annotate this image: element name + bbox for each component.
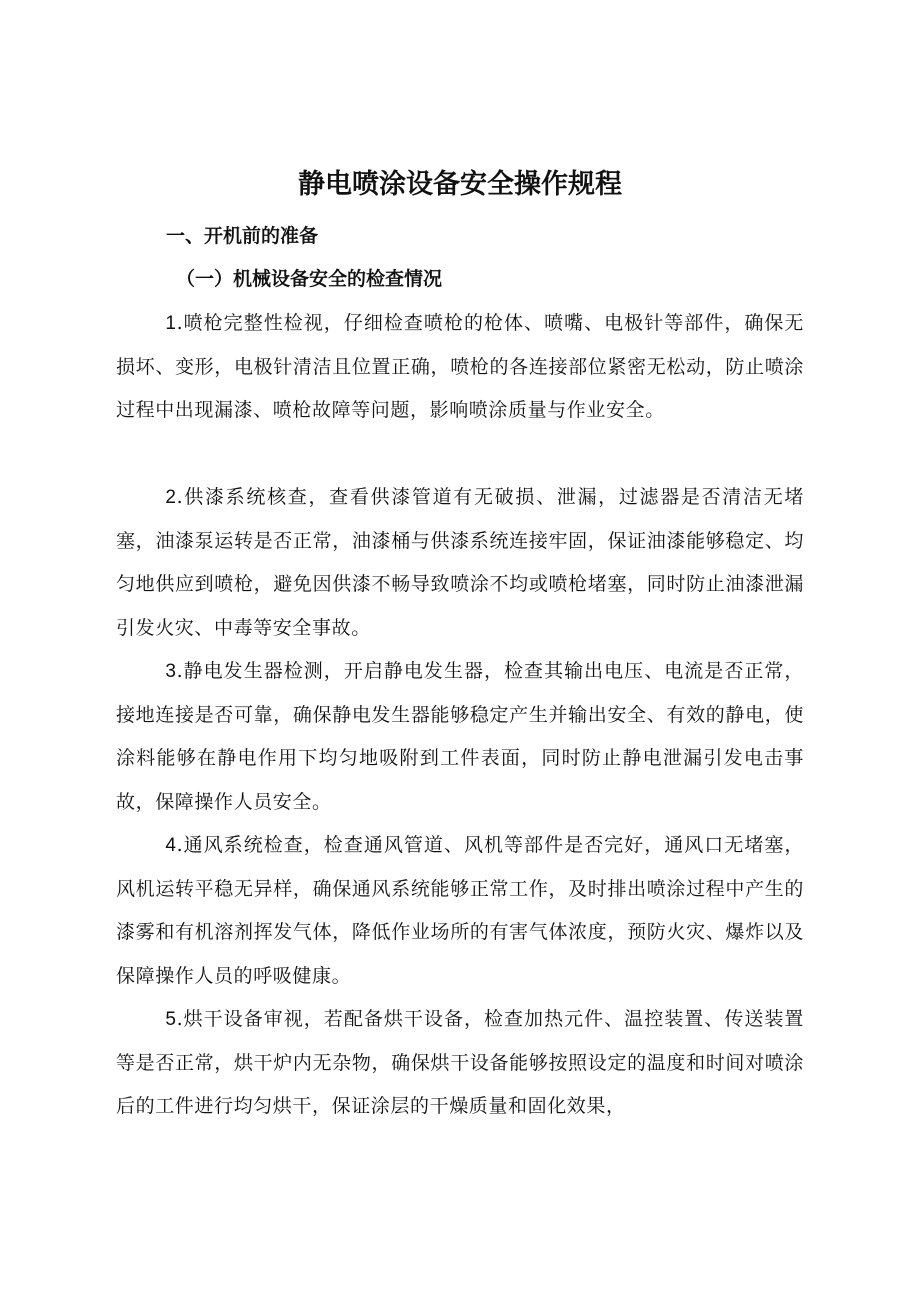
subsection-heading: （一）机械设备安全的检查情况 bbox=[176, 268, 443, 290]
paragraph-2 bbox=[116, 476, 804, 650]
paragraph-1 bbox=[116, 302, 804, 433]
paragraph-4 bbox=[116, 824, 804, 998]
paragraph-number: 3 bbox=[165, 661, 177, 682]
paragraph-text: .喷枪完整性检视，仔细检查喷枪的枪体、喷嘴、电极针等部件，确保无损坏、变形，电极针清洁且位置正确，喷枪的各连接部位紧密无松动，防止喷涂过程中出现漏漆、喷枪故障等问题，影响喷涂质量与作业安全。 bbox=[116, 312, 804, 421]
section-heading: 一、开机前的准备 bbox=[166, 225, 319, 247]
paragraph-number: 2 bbox=[165, 487, 177, 508]
paragraph-text: .静电发生器检测，开启静电发生器，检查其输出电压、电流是否正常，接地连接是否可靠，确保静电发生器能够稳定产生并输出安全、有效的静电，使涂料能够在静电作用下均匀地吸附到工件表面，同时防止静电泄漏引发电击事故，保障操作人员安全。 bbox=[116, 660, 804, 813]
paragraph-number: 1 bbox=[165, 313, 177, 334]
paragraph-text: .烘干设备审视，若配备烘干设备，检查加热元件、温控装置、传送装置等是否正常，烘干炉内无杂物，确保烘干设备能够按照设定的温度和时间对喷涂后的工件进行均匀烘干，保证涂层的干燥质量和固化效果， bbox=[116, 1008, 804, 1117]
paragraph-text: .通风系统检查，检查通风管道、风机等部件是否完好，通风口无堵塞，风机运转平稳无异样，确保通风系统能够正常工作，及时排出喷涂过程中产生的漆雾和有机溶剂挥发气体，降低作业场所的有害气体浓度，预防火灾、爆炸以及保障操作人员的呼吸健康。 bbox=[116, 834, 804, 987]
paragraph-text: .供漆系统核查，查看供漆管道有无破损、泄漏，过滤器是否清洁无堵塞，油漆泵运转是否正常，油漆桶与供漆系统连接牢固，保证油漆能够稳定、均匀地供应到喷枪，避免因供漆不畅导致喷涂不均或喷枪堵塞，同时防止油漆泄漏引发火灾、中毒等安全事故。 bbox=[116, 486, 804, 639]
paragraph-number: 5 bbox=[165, 1009, 177, 1030]
document-title: 静电喷涂设备安全操作规程 bbox=[298, 169, 622, 200]
paragraph-3 bbox=[116, 650, 804, 824]
paragraph-number: 4 bbox=[165, 835, 177, 856]
paragraph-5 bbox=[116, 998, 804, 1129]
